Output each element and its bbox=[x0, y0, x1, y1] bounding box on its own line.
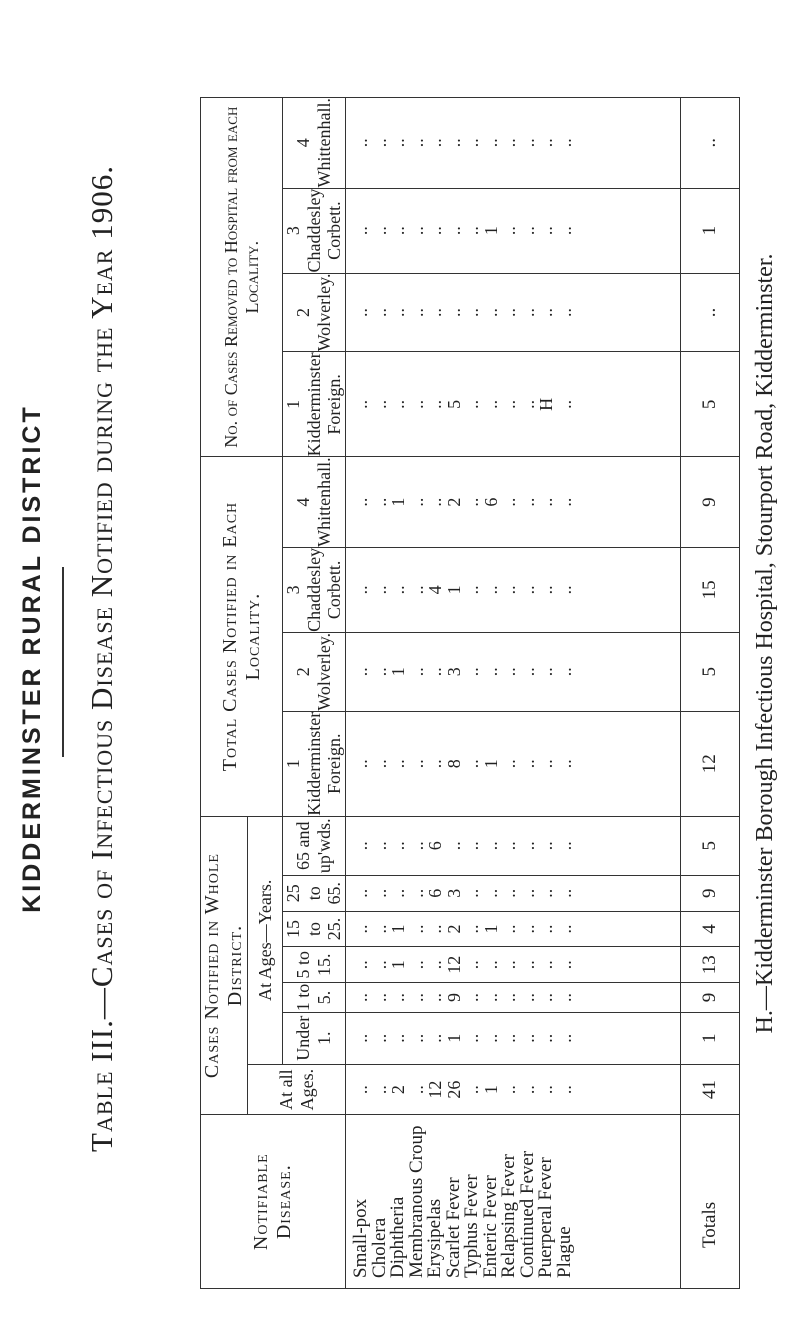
cell-value: .. bbox=[462, 667, 483, 677]
total-value: 9 bbox=[681, 983, 740, 1013]
total-value: 1 bbox=[681, 1012, 740, 1064]
cell-value: .. bbox=[517, 1033, 538, 1043]
disease-name: Relapsing Fever bbox=[498, 1153, 520, 1278]
cell-value: .. bbox=[462, 960, 483, 970]
cell-value: .. bbox=[369, 307, 390, 317]
header-disease: Notifiable Disease. bbox=[201, 1115, 346, 1289]
cell-value: .. bbox=[517, 888, 538, 898]
cell-value: .. bbox=[425, 992, 446, 1002]
cell-value: .. bbox=[406, 960, 427, 970]
cell-value: .. bbox=[369, 992, 390, 1002]
col-removed-3 bbox=[346, 98, 681, 189]
cell-value: .. bbox=[406, 841, 427, 851]
cell-value: .. bbox=[480, 841, 501, 851]
cell-value: .. bbox=[462, 759, 483, 769]
header-notified-locality-2: 2 Wolverley. bbox=[283, 632, 346, 711]
cell-value: .. bbox=[554, 399, 575, 409]
col-age-1 bbox=[346, 983, 681, 1013]
cell-value: .. bbox=[425, 960, 446, 970]
cell-value: .. bbox=[406, 1033, 427, 1043]
total-value: .. bbox=[681, 273, 740, 352]
header-removed: No. of Cases Removed to Hospital from each Locality. bbox=[201, 98, 283, 457]
cell-value: .. bbox=[425, 667, 446, 677]
cell-value: .. bbox=[554, 992, 575, 1002]
cell-value: .. bbox=[425, 924, 446, 934]
header-age-under-1: Under 1. bbox=[283, 1012, 346, 1064]
cell-value: .. bbox=[536, 960, 557, 970]
cell-value: .. bbox=[499, 497, 520, 507]
cell-value: .. bbox=[351, 138, 372, 148]
cell-value: .. bbox=[351, 841, 372, 851]
cell-value: .. bbox=[369, 841, 390, 851]
disease-name: Diphtheria bbox=[387, 1196, 409, 1278]
disease-name: Cholera bbox=[368, 1217, 390, 1278]
cell-value: .. bbox=[388, 759, 409, 769]
cell-value: 6 bbox=[425, 888, 446, 898]
cell-value: .. bbox=[499, 138, 520, 148]
cell-value: .. bbox=[499, 841, 520, 851]
cell-value: .. bbox=[480, 1033, 501, 1043]
cell-value: .. bbox=[554, 138, 575, 148]
col-all-ages bbox=[346, 1064, 681, 1115]
disease-name: Erysipelas bbox=[424, 1198, 446, 1278]
cell-value: .. bbox=[351, 888, 372, 898]
header-all-ages: At all Ages. bbox=[248, 1064, 346, 1115]
header-removed-locality-3: 3 Chaddesley Corbett. bbox=[283, 188, 345, 273]
cell-value: .. bbox=[351, 226, 372, 236]
header-notified-locality-4: 4 Whittenhall. bbox=[283, 457, 346, 547]
cell-value: .. bbox=[406, 399, 427, 409]
cell-value: 1 bbox=[443, 585, 464, 595]
cell-value: .. bbox=[536, 1085, 557, 1095]
cell-value: 4 bbox=[425, 585, 446, 595]
cell-value: .. bbox=[351, 1033, 372, 1043]
cell-value: .. bbox=[554, 759, 575, 769]
cell-value: .. bbox=[462, 1033, 483, 1043]
cell-value: 12 bbox=[425, 1080, 446, 1099]
total-value: 15 bbox=[681, 547, 740, 632]
cell-value: .. bbox=[443, 841, 464, 851]
cell-value: .. bbox=[517, 307, 538, 317]
cell-value: .. bbox=[517, 667, 538, 677]
cell-value: .. bbox=[480, 307, 501, 317]
col-notified-2 bbox=[346, 547, 681, 632]
cell-value: .. bbox=[536, 1033, 557, 1043]
cell-value: .. bbox=[351, 1085, 372, 1095]
disease-name: Membranous Croup bbox=[405, 1125, 427, 1278]
col-age-2 bbox=[346, 947, 681, 983]
cell-value: .. bbox=[369, 1085, 390, 1095]
cell-value: .. bbox=[406, 585, 427, 595]
cell-value: .. bbox=[517, 399, 538, 409]
totals-label: Totals bbox=[681, 1115, 740, 1289]
cell-value: .. bbox=[406, 226, 427, 236]
total-value: 5 bbox=[681, 352, 740, 457]
cell-value: 2 bbox=[443, 924, 464, 934]
cell-value: .. bbox=[536, 585, 557, 595]
cell-value: .. bbox=[351, 585, 372, 595]
cell-value: .. bbox=[406, 888, 427, 898]
cell-value: 8 bbox=[443, 759, 464, 769]
cell-value: .. bbox=[536, 888, 557, 898]
cell-value: .. bbox=[425, 497, 446, 507]
cell-value: H bbox=[536, 397, 557, 411]
header-removed-locality-4: 4 Whittenhall. bbox=[283, 98, 346, 189]
cell-value: .. bbox=[369, 497, 390, 507]
cell-value: 1 bbox=[480, 924, 501, 934]
cell-value: .. bbox=[536, 667, 557, 677]
total-value: 5 bbox=[681, 816, 740, 875]
cell-value: .. bbox=[536, 307, 557, 317]
cell-value: .. bbox=[536, 759, 557, 769]
cell-value: .. bbox=[480, 960, 501, 970]
cell-value: .. bbox=[388, 841, 409, 851]
cell-value: .. bbox=[388, 138, 409, 148]
cell-value: .. bbox=[499, 992, 520, 1002]
header-age-1-5: 1 to 5. bbox=[283, 983, 346, 1013]
cell-value: .. bbox=[554, 226, 575, 236]
cell-value: .. bbox=[443, 307, 464, 317]
cell-value: .. bbox=[462, 992, 483, 1002]
cell-value: .. bbox=[388, 888, 409, 898]
disease-name: Enteric Fever bbox=[479, 1175, 501, 1278]
cell-value: .. bbox=[388, 399, 409, 409]
cell-value: .. bbox=[462, 226, 483, 236]
cell-value: 1 bbox=[388, 497, 409, 507]
cell-value: .. bbox=[536, 841, 557, 851]
cell-value: .. bbox=[351, 960, 372, 970]
disease-name: Plague bbox=[553, 1226, 575, 1278]
cell-value: 2 bbox=[443, 497, 464, 507]
total-value: 13 bbox=[681, 947, 740, 983]
cell-value: .. bbox=[499, 759, 520, 769]
disease-table bbox=[200, 97, 740, 1289]
cell-value: .. bbox=[517, 924, 538, 934]
cell-value: 1 bbox=[388, 924, 409, 934]
cell-value: .. bbox=[462, 841, 483, 851]
cell-value: .. bbox=[425, 307, 446, 317]
cell-value: .. bbox=[369, 924, 390, 934]
cell-value: .. bbox=[536, 992, 557, 1002]
cell-value: .. bbox=[406, 667, 427, 677]
cell-value: .. bbox=[351, 924, 372, 934]
header-age-5-15: 5 to 15. bbox=[283, 947, 346, 983]
cell-value: .. bbox=[369, 1033, 390, 1043]
cell-value: 1 bbox=[388, 960, 409, 970]
cell-value: .. bbox=[369, 759, 390, 769]
cell-value: .. bbox=[369, 585, 390, 595]
cell-value: .. bbox=[499, 924, 520, 934]
cell-value: .. bbox=[499, 307, 520, 317]
cell-value: .. bbox=[369, 667, 390, 677]
disease-name: Scarlet Fever bbox=[442, 1177, 464, 1278]
cell-value: .. bbox=[554, 841, 575, 851]
cell-value: .. bbox=[517, 585, 538, 595]
cell-value: .. bbox=[406, 497, 427, 507]
cell-value: .. bbox=[369, 888, 390, 898]
cell-value: .. bbox=[480, 667, 501, 677]
cell-value: .. bbox=[462, 307, 483, 317]
cell-value: 1 bbox=[480, 1085, 501, 1095]
cell-value: 2 bbox=[388, 1085, 409, 1095]
cell-value: 6 bbox=[480, 497, 501, 507]
cell-value: .. bbox=[462, 138, 483, 148]
total-value: 9 bbox=[681, 457, 740, 547]
cell-value: .. bbox=[369, 226, 390, 236]
cell-value: .. bbox=[499, 1033, 520, 1043]
cell-value: 3 bbox=[443, 667, 464, 677]
cell-value: .. bbox=[425, 226, 446, 236]
cell-value: .. bbox=[517, 497, 538, 507]
cell-value: .. bbox=[406, 138, 427, 148]
cell-value: .. bbox=[425, 759, 446, 769]
total-value: 12 bbox=[681, 711, 740, 816]
cell-value: .. bbox=[406, 924, 427, 934]
cell-value: .. bbox=[388, 585, 409, 595]
cell-value: .. bbox=[517, 759, 538, 769]
district-heading: KIDDERMINSTER RURAL DISTRICT bbox=[18, 404, 46, 913]
cell-value: .. bbox=[536, 924, 557, 934]
cell-value: .. bbox=[499, 226, 520, 236]
cell-value: .. bbox=[462, 585, 483, 595]
cell-value: .. bbox=[351, 667, 372, 677]
col-removed-0 bbox=[346, 352, 681, 457]
cell-value: 5 bbox=[443, 399, 464, 409]
cell-value: .. bbox=[499, 667, 520, 677]
total-value: 1 bbox=[681, 188, 740, 273]
header-total-locality: Total Cases Notified in Each Locality. bbox=[201, 457, 283, 816]
header-at-ages: At Ages—Years. bbox=[248, 816, 283, 1064]
cell-value: .. bbox=[425, 138, 446, 148]
cell-value: .. bbox=[369, 138, 390, 148]
cell-value: .. bbox=[554, 1085, 575, 1095]
cell-value: .. bbox=[517, 138, 538, 148]
cell-value: .. bbox=[517, 226, 538, 236]
header-removed-locality-2: 2 Wolverley. bbox=[283, 273, 346, 352]
cell-value: .. bbox=[425, 1033, 446, 1043]
cell-value: .. bbox=[480, 992, 501, 1002]
cell-value: .. bbox=[351, 759, 372, 769]
cell-value: 26 bbox=[443, 1080, 464, 1099]
disease-name: Small-pox bbox=[350, 1198, 372, 1278]
cell-value: .. bbox=[462, 888, 483, 898]
cell-value: 1 bbox=[480, 226, 501, 236]
col-notified-3 bbox=[346, 457, 681, 547]
cell-value: .. bbox=[406, 307, 427, 317]
header-whole-district: Cases Notified in Whole District. bbox=[201, 816, 248, 1115]
col-removed-1 bbox=[346, 273, 681, 352]
cell-value: .. bbox=[499, 585, 520, 595]
cell-value: 1 bbox=[443, 1033, 464, 1043]
cell-value: .. bbox=[499, 888, 520, 898]
header-age-65-up: 65 and up'wds. bbox=[283, 816, 346, 875]
header-notified-locality-1: 1 Kidderminster Foreign. bbox=[283, 711, 345, 816]
cell-value: .. bbox=[536, 497, 557, 507]
cell-value: .. bbox=[554, 960, 575, 970]
cell-value: .. bbox=[536, 226, 557, 236]
cell-value: .. bbox=[554, 924, 575, 934]
header-notified-locality-3: 3 Chaddesley Corbett. bbox=[283, 547, 345, 632]
cell-value: .. bbox=[388, 1033, 409, 1043]
cell-value: .. bbox=[406, 1085, 427, 1095]
cell-value: .. bbox=[480, 888, 501, 898]
cell-value: .. bbox=[517, 960, 538, 970]
cell-value: .. bbox=[480, 138, 501, 148]
cell-value: .. bbox=[554, 497, 575, 507]
cell-value: .. bbox=[351, 307, 372, 317]
total-value: .. bbox=[681, 98, 740, 189]
col-age-5 bbox=[346, 816, 681, 875]
total-value: 4 bbox=[681, 911, 740, 947]
header-removed-locality-1: 1 Kidderminster Foreign. bbox=[283, 352, 345, 457]
col-age-0 bbox=[346, 1012, 681, 1064]
header-age-25-65: 25 to 65. bbox=[283, 875, 346, 911]
cell-value: 3 bbox=[443, 888, 464, 898]
disease-name: Typhus Fever bbox=[461, 1174, 483, 1278]
col-notified-1 bbox=[346, 632, 681, 711]
cell-value: .. bbox=[480, 399, 501, 409]
cell-value: .. bbox=[388, 226, 409, 236]
cell-value: 9 bbox=[443, 992, 464, 1002]
cell-value: .. bbox=[499, 399, 520, 409]
col-age-3 bbox=[346, 911, 681, 947]
col-notified-0 bbox=[346, 711, 681, 816]
cell-value: 6 bbox=[425, 841, 446, 851]
total-value: 41 bbox=[681, 1064, 740, 1115]
cell-value: .. bbox=[554, 585, 575, 595]
table-title: Table III.—Cases of Infectious Disease Notified during the Year 1906. bbox=[84, 165, 119, 1152]
cell-value: 1 bbox=[480, 759, 501, 769]
cell-value: 1 bbox=[388, 667, 409, 677]
cell-value: .. bbox=[351, 992, 372, 1002]
cell-value: .. bbox=[462, 497, 483, 507]
cell-value: .. bbox=[554, 888, 575, 898]
cell-value: .. bbox=[369, 960, 390, 970]
disease-names-column bbox=[346, 1115, 681, 1289]
col-age-4 bbox=[346, 875, 681, 911]
cell-value: .. bbox=[406, 992, 427, 1002]
cell-value: .. bbox=[462, 1085, 483, 1095]
cell-value: .. bbox=[369, 399, 390, 409]
cell-value: .. bbox=[406, 759, 427, 769]
cell-value: .. bbox=[462, 924, 483, 934]
cell-value: 12 bbox=[443, 955, 464, 974]
cell-value: .. bbox=[351, 399, 372, 409]
cell-value: .. bbox=[388, 307, 409, 317]
col-removed-2 bbox=[346, 188, 681, 273]
total-value: 9 bbox=[681, 875, 740, 911]
cell-value: .. bbox=[554, 1033, 575, 1043]
disease-name: Puerperal Fever bbox=[535, 1157, 557, 1278]
cell-value: .. bbox=[443, 138, 464, 148]
footer-note: H.—Kidderminster Borough Infectious Hospital, Stourport Road, Kidderminster. bbox=[752, 253, 778, 1034]
cell-value: .. bbox=[554, 667, 575, 677]
disease-name: Continued Fever bbox=[516, 1150, 538, 1278]
cell-value: .. bbox=[499, 960, 520, 970]
header-age-15-25: 15 to 25. bbox=[283, 911, 346, 947]
cell-value: .. bbox=[351, 497, 372, 507]
cell-value: .. bbox=[554, 307, 575, 317]
cell-value: .. bbox=[462, 399, 483, 409]
cell-value: .. bbox=[517, 1085, 538, 1095]
cell-value: .. bbox=[517, 841, 538, 851]
cell-value: .. bbox=[388, 992, 409, 1002]
cell-value: .. bbox=[425, 399, 446, 409]
cell-value: .. bbox=[517, 992, 538, 1002]
cell-value: .. bbox=[480, 585, 501, 595]
cell-value: .. bbox=[499, 1085, 520, 1095]
total-value: 5 bbox=[681, 632, 740, 711]
cell-value: .. bbox=[536, 138, 557, 148]
heading-rule bbox=[62, 567, 64, 757]
cell-value: .. bbox=[443, 226, 464, 236]
